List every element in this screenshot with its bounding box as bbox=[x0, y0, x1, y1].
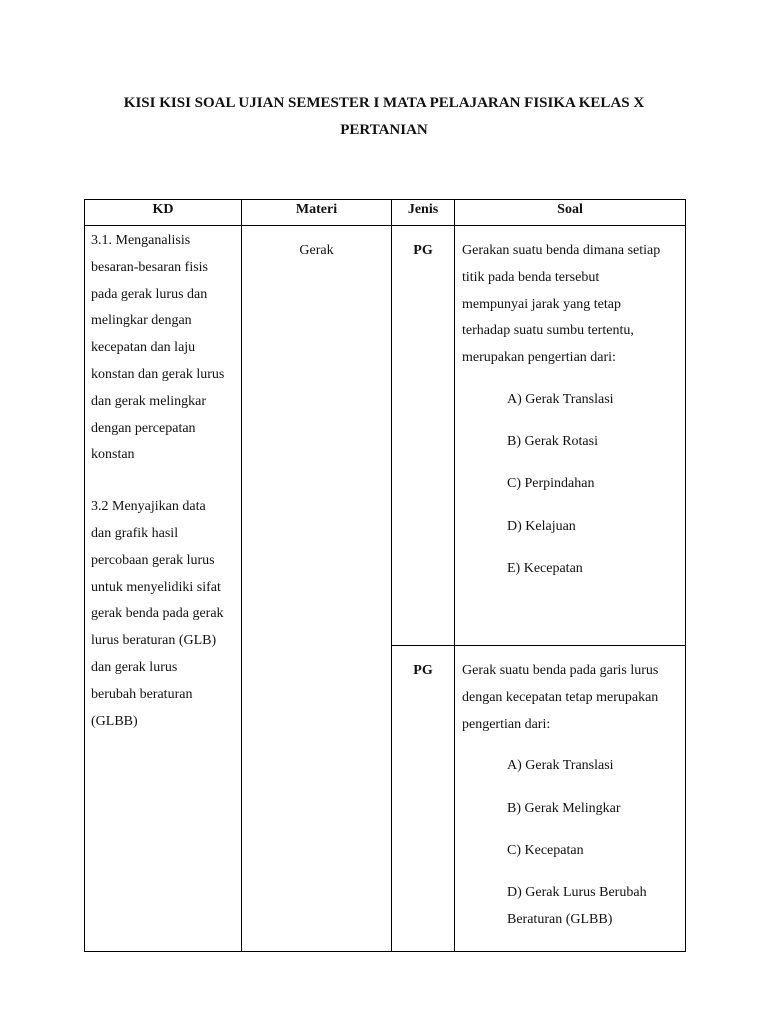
jenis-cell: PG bbox=[392, 226, 455, 646]
kd-line: gerak benda pada gerak bbox=[91, 606, 224, 622]
kd-line: (GLBB) bbox=[91, 713, 138, 729]
answer-option-continuation: Beraturan (GLBB) bbox=[507, 911, 613, 927]
header-materi: Materi bbox=[242, 200, 392, 226]
question-line: terhadap suatu sumbu tertentu, bbox=[462, 323, 634, 339]
kd-line: konstan bbox=[91, 447, 135, 463]
kd-line: untuk menyelidiki sifat bbox=[91, 579, 221, 595]
question-line: Gerakan suatu benda dimana setiap bbox=[462, 243, 661, 258]
kd-line: melingkar dengan bbox=[91, 313, 192, 329]
question-line: titik pada benda tersebut bbox=[462, 269, 600, 285]
header-kd: KD bbox=[85, 200, 242, 226]
answer-option: B) Gerak Melingkar bbox=[507, 800, 621, 816]
question-line: pengertian dari: bbox=[462, 716, 551, 732]
jenis-cell: PG bbox=[392, 646, 455, 952]
question-line: Gerak suatu benda pada garis lurus bbox=[462, 663, 659, 678]
kd-line: percobaan gerak lurus bbox=[91, 552, 215, 568]
table-row bbox=[85, 226, 686, 646]
answer-option: A) Gerak Translasi bbox=[507, 758, 614, 774]
answer-option: D) Kelajuan bbox=[507, 518, 576, 534]
answer-option: E) Kecepatan bbox=[507, 560, 583, 576]
kisi-kisi-table bbox=[84, 199, 686, 952]
answer-option: D) Gerak Lurus Berubah bbox=[507, 884, 647, 900]
answer-option: C) Kecepatan bbox=[507, 842, 584, 858]
kd-cell bbox=[85, 226, 242, 952]
kd-line: pada gerak lurus dan bbox=[91, 286, 208, 302]
kd-line: dan gerak melingkar bbox=[91, 393, 207, 409]
soal-cell bbox=[455, 226, 686, 646]
title-line-2: PERTANIAN bbox=[340, 122, 428, 138]
kd-line: konstan dan gerak lurus bbox=[91, 366, 225, 382]
kd-line: kecepatan dan laju bbox=[91, 340, 196, 356]
materi-cell: Gerak bbox=[242, 226, 392, 952]
kd-line: 3.2 Menyajikan data bbox=[91, 499, 206, 515]
header-jenis: Jenis bbox=[392, 200, 455, 226]
kd-line: dan gerak lurus bbox=[91, 659, 178, 675]
answer-option: C) Perpindahan bbox=[507, 476, 595, 492]
table-header-row bbox=[85, 200, 686, 226]
soal-cell bbox=[455, 646, 686, 952]
kd-line: dengan percepatan bbox=[91, 420, 196, 436]
question-line: dengan kecepatan tetap merupakan bbox=[462, 689, 659, 705]
kd-line: dan grafik hasil bbox=[91, 525, 179, 541]
question-line: merupakan pengertian dari: bbox=[462, 350, 616, 366]
question-line: mempunyai jarak yang tetap bbox=[462, 296, 621, 312]
kd-line: 3.1. Menganalisis bbox=[91, 233, 191, 248]
title-line-1: KISI KISI SOAL UJIAN SEMESTER I MATA PELAJARAN FISIKA KELAS X bbox=[123, 95, 645, 111]
document-title bbox=[84, 90, 684, 144]
paragraph-gap bbox=[91, 469, 235, 494]
answer-option: A) Gerak Translasi bbox=[507, 391, 614, 407]
answer-options bbox=[462, 387, 679, 583]
answer-option: B) Gerak Rotasi bbox=[507, 434, 598, 450]
kd-line: berubah beraturan bbox=[91, 686, 193, 702]
kd-line: besaran-besaran fisis bbox=[91, 259, 209, 275]
kd-line: lurus beraturan (GLB) bbox=[91, 633, 217, 649]
answer-options bbox=[462, 753, 679, 933]
header-soal: Soal bbox=[455, 200, 686, 226]
